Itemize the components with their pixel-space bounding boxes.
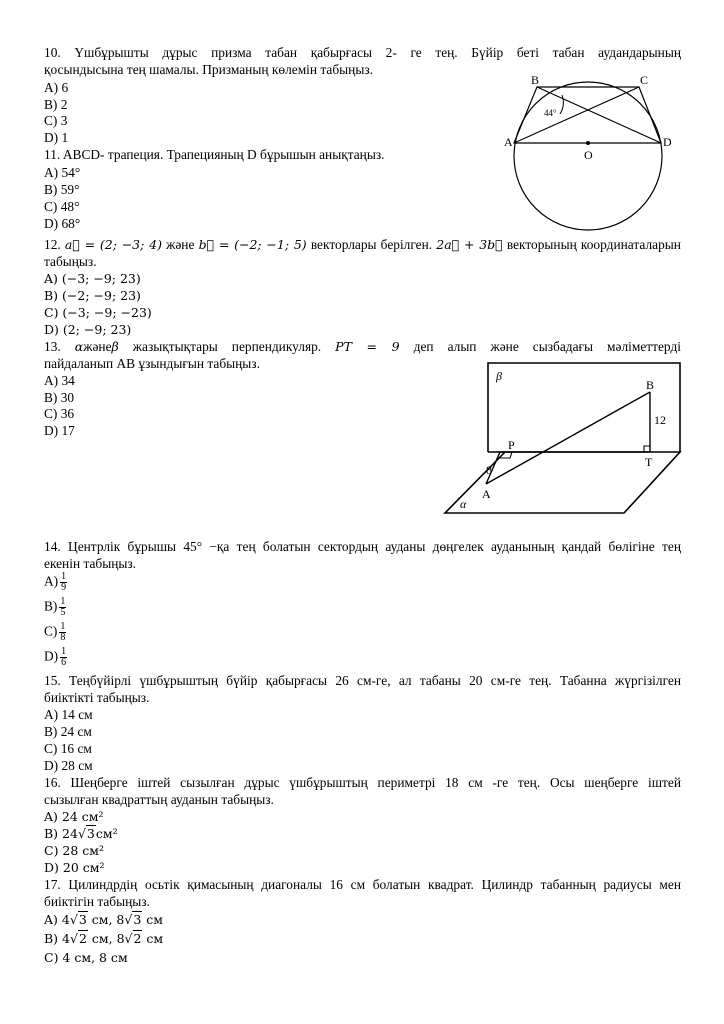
sqrt-radicand: 2 <box>78 931 87 946</box>
q13-option-b: B) 30 <box>44 390 75 405</box>
q11-option-d: D) 68° <box>44 216 81 231</box>
fraction <box>60 647 67 668</box>
q13-text-line2: пайдаланып AB ұзындығын табыңыз. <box>44 356 260 371</box>
fraction-denominator: 6 <box>61 657 67 668</box>
q14-text-line1: 14. Центрлік бұрышы 45° −қа тең болатын сектордың ауданы дөңгелек ауданының қандай бөлігіне тең <box>44 539 681 554</box>
q13-text-perpendicular: жазықтықтары перпендикуляр. <box>132 339 322 354</box>
fraction-denominator: 9 <box>61 582 67 593</box>
q17-text-line2: биіктігін табыңыз. <box>44 894 150 909</box>
label-c: C <box>640 73 649 87</box>
q15-option-d: D) 28 см <box>44 758 93 773</box>
q17-option-b <box>44 930 163 947</box>
q13-text-line1 <box>44 338 681 355</box>
q16-text-line1: 16. Шеңберге іштей сызылған дұрыс үшбұрыштың периметрі 18 см -ге тең. Осы шеңберге іштей <box>44 775 681 790</box>
sqrt: √3 <box>69 912 87 927</box>
diagonal-ac <box>514 87 639 143</box>
q13-option-d: D) 17 <box>44 423 75 438</box>
label-p: P <box>508 438 515 452</box>
q11-option-a: A) 54° <box>44 165 81 180</box>
q14-option-c-label: C) <box>44 623 58 639</box>
q12-option-a: A) (−3; −9; 23) <box>44 271 141 286</box>
sqrt: √2 <box>124 931 142 946</box>
sqrt-radicand: 3 <box>86 826 95 841</box>
q11-figure-inscribed-trapezoid <box>500 72 680 232</box>
q15-option-a: A) 14 см <box>44 707 93 722</box>
q14-option-c <box>44 622 66 643</box>
q11-option-b: B) 59° <box>44 182 80 197</box>
q10-option-a: A) 6 <box>44 80 69 95</box>
q13-beta: β <box>111 339 119 354</box>
sqrt-radicand: 3 <box>78 912 87 927</box>
q14-text-line2: екенін табыңыз. <box>44 556 137 571</box>
q16-option-b-label: B) 24 <box>44 826 78 841</box>
sqrt-radicand: 2 <box>133 931 142 946</box>
plane-beta <box>488 363 680 452</box>
q12-option-c: C) (−3; −9; −23) <box>44 305 152 320</box>
q16-option-b <box>44 825 118 842</box>
right-angle-t <box>644 446 650 452</box>
q10-option-c: C) 3 <box>44 113 68 128</box>
q11-option-c: C) 48° <box>44 199 80 214</box>
sqrt: √2 <box>70 931 87 946</box>
q17-option-b-label: B) 4 <box>44 931 70 946</box>
q14-option-b <box>44 597 66 618</box>
q13-and: және <box>83 339 112 354</box>
q14-option-a-label: A) <box>44 573 59 589</box>
sqrt: √3 <box>77 826 95 841</box>
fraction-numerator: 1 <box>60 621 66 632</box>
q17-option-a-unit: см <box>142 912 163 927</box>
fraction-numerator: 1 <box>61 646 67 657</box>
q14-option-a <box>44 572 67 593</box>
label-a: A <box>504 135 513 149</box>
q12-tail: векторының координаталарын <box>506 237 681 252</box>
q12-option-b: B) (−2; −9; 23) <box>44 288 141 303</box>
fraction-numerator: 1 <box>60 596 66 607</box>
q15-text-line1: 15. Теңбүйірлі үшбұрыштың бүйір қабырғасы 26 см-ге, ал табаны 20 см-ге тең. Табанна жүргізілген <box>44 673 681 688</box>
q16-option-d: D) 20 см² <box>44 860 105 875</box>
q16-option-c: C) 28 см² <box>44 843 105 858</box>
q13-option-c: C) 36 <box>44 406 75 421</box>
sqrt: √3 <box>124 912 142 927</box>
label-8: 8 <box>486 463 492 477</box>
q12-vector-b: b⃗ = (−2; −1; 5) <box>198 237 307 252</box>
fraction-denominator: 8 <box>60 632 66 643</box>
q14-option-d-label: D) <box>44 648 59 664</box>
q10-text-line2: қосындысына тең шамалы. Призманың көлемін табыңыз. <box>44 62 373 77</box>
q13-number: 13. <box>44 339 61 354</box>
q12-given: векторлары берілген. <box>310 237 433 252</box>
label-a: A <box>482 487 491 501</box>
q12-expression: 2a⃗ + 3b⃗ <box>436 237 503 252</box>
label-b: B <box>531 73 540 87</box>
q10-option-d: D) 1 <box>44 130 69 145</box>
trapezoid-abcd <box>514 87 661 143</box>
label-b: B <box>646 378 655 392</box>
q12-option-d: D) (2; −9; 23) <box>44 322 132 337</box>
q13-figure-perpendicular-planes <box>440 358 690 520</box>
q13-option-a: A) 34 <box>44 373 75 388</box>
q11-text: 11. ABCD- трапеция. Трапецияның D бұрышын анықтаңыз. <box>44 147 385 162</box>
fraction <box>59 597 66 618</box>
label-t: T <box>645 455 653 469</box>
fraction <box>60 572 67 593</box>
q17-option-b-mid: см, 8 <box>87 931 125 946</box>
q16-option-a: A) 24 см² <box>44 809 104 824</box>
q17-option-a <box>44 911 163 928</box>
q12-number: 12. <box>44 237 61 252</box>
q17-text-line1: 17. Цилиндрдің осьтік қимасының диагоналы 16 см болатын квадрат. Цилиндр табанның радиусы мен <box>44 877 681 892</box>
q15-option-c: C) 16 см <box>44 741 92 756</box>
angle-value: 44° <box>544 108 557 118</box>
q14-option-d <box>44 647 67 668</box>
fraction-numerator: 1 <box>61 571 67 582</box>
label-beta: β <box>496 369 502 383</box>
q12-vector-a: a⃗ = (2; −3; 4) <box>64 237 162 252</box>
label-12: 12 <box>654 413 666 427</box>
fraction-denominator: 5 <box>60 607 66 618</box>
q14-option-b-label: B) <box>44 598 58 614</box>
q15-option-b: B) 24 см <box>44 724 92 739</box>
q17-option-b-unit: см <box>142 931 164 946</box>
label-d: D <box>663 135 672 149</box>
center-point <box>586 141 590 145</box>
q10-text-line1: 10. Үшбұрышты дұрыс призма табан қабырғасы 2- ге тең. Бүйір беті табан аудандарының <box>44 45 681 60</box>
q13-text-given: деп алып және сызбадағы мәліметтерді <box>413 339 681 354</box>
label-alpha: α <box>460 497 467 511</box>
sqrt-radicand: 3 <box>133 912 142 927</box>
q16-option-b-unit: см² <box>95 826 118 841</box>
q12-and: және <box>166 237 195 252</box>
q17-option-a-mid: см, 8 <box>87 912 125 927</box>
q13-pt-value: PT = 9 <box>335 339 400 354</box>
q12-text-line1 <box>44 236 681 253</box>
label-o: O <box>584 148 593 162</box>
q13-alpha: α <box>74 339 84 354</box>
fraction <box>59 622 66 643</box>
q17-option-a-label: A) 4 <box>44 912 70 927</box>
q10-option-b: B) 2 <box>44 97 68 112</box>
q16-text-line2: сызылған квадраттың ауданын табыңыз. <box>44 792 274 807</box>
q12-text-line2: табыңыз. <box>44 254 97 269</box>
q17-option-c: C) 4 см, 8 см <box>44 950 128 965</box>
q15-text-line2: биіктікті табыңыз. <box>44 690 150 705</box>
